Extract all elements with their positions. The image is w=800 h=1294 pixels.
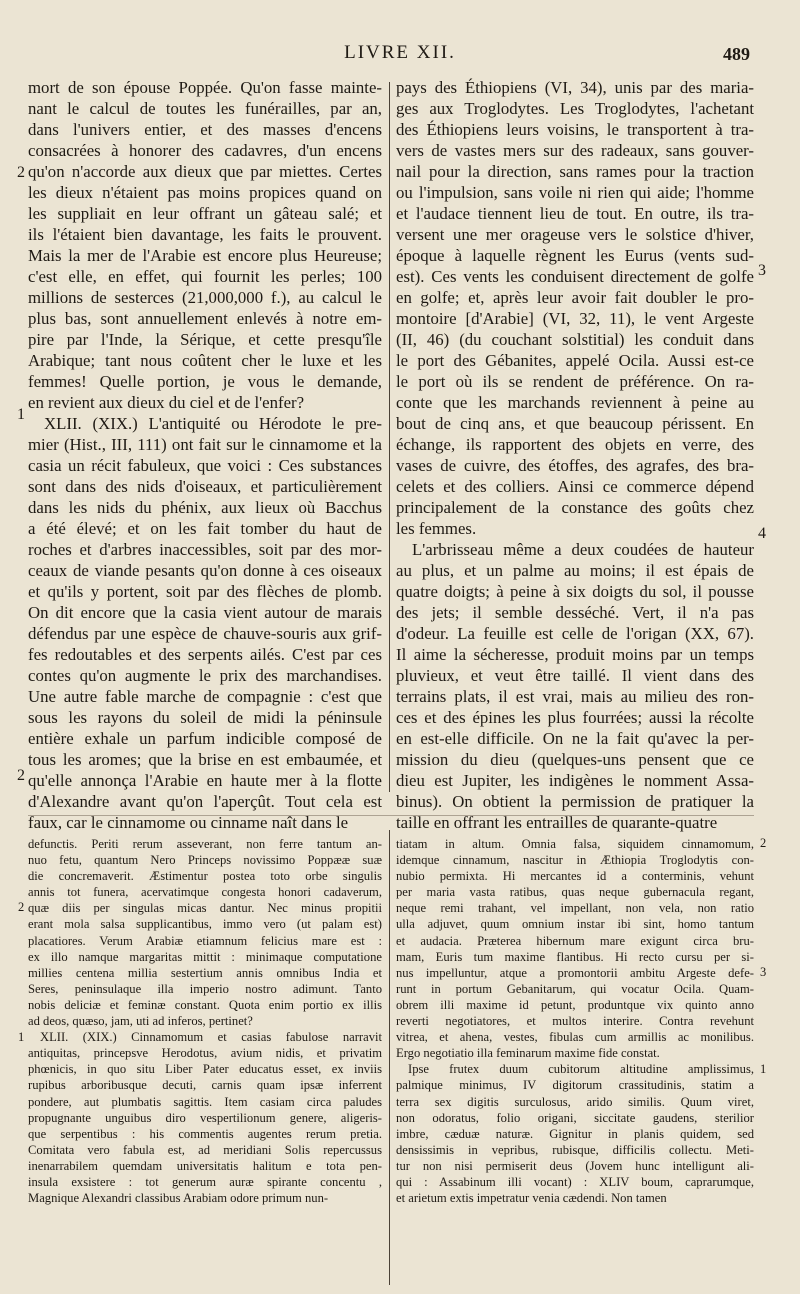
margin-section-number: 4 [758, 525, 766, 542]
margin-section-number: 2 [17, 164, 25, 181]
text-line: inenarrabilem quemdam universitatis halitum e tota pen- [28, 1158, 382, 1173]
text-line: vases de cuivre, des étoffes, des agrafes, des bra- [396, 456, 754, 475]
text-line: pondere, aut plumbatis sagittis. Item casiam circa paludes [28, 1094, 382, 1109]
text-line: (II, 46) (du couchant solstitial) les conduit dans [396, 330, 754, 349]
text-line: phœnicis, in quo situ Liber Pater educatus esset, ex inviis [28, 1062, 382, 1077]
text-line: On dit encore que la casia vient autour de marais [28, 603, 382, 622]
text-line: a été élevé; et on les fait tomber du haut de [28, 519, 382, 538]
text-line: faux, car le cinnamome ou cinname naît dans le [28, 813, 349, 832]
latin-text-left-column [28, 836, 382, 1206]
text-line: roches et d'arbres inaccessibles, soit par des mor- [28, 540, 382, 559]
text-line: propugnante unguibus diro vespertilionum genere, aligeris- [28, 1110, 382, 1125]
text-line: neque remi trahant, vel impellant, non vela, non ratio [396, 901, 754, 916]
text-line: millies centena millia sestertium annis omnibus India et [28, 965, 382, 980]
text-line: quatre doigts; à peine à six doigts du sol, il pousse [396, 582, 754, 601]
margin-section-number: 3 [760, 965, 767, 979]
text-line: en est-elle difficile. On ne la fait qu'avec la per- [396, 729, 754, 748]
margin-section-number: 1 [17, 406, 25, 423]
text-line: imbre, cæduæ naturæ. Gignitur in planis quidem, sed [396, 1126, 754, 1141]
margin-section-number: 2 [760, 836, 767, 850]
text-line: nail pour la direction, sans rames pour la traction [396, 162, 754, 181]
page-number: 489 [723, 44, 750, 64]
text-line: nobis deliciæ et feminæ constant. Quota enim portio ex illis [28, 997, 382, 1012]
text-line: des Éthiopiens leurs voisins, le transportent à tra- [396, 120, 754, 139]
text-line: palmique minimus, IV digitorum crassitudinis, statim a [396, 1078, 754, 1093]
text-line: Comitata vero fabula est, ad meridiani Solis repercussus [28, 1142, 382, 1157]
text-line: mission du dieu (quelques-uns pensent que ce [396, 750, 754, 769]
text-line: mort de son épouse Poppée. Qu'on fasse mainte- [28, 78, 382, 97]
text-line: terrains plats, il est vrai, mais au milieu des ron- [396, 687, 754, 706]
section-divider [28, 815, 754, 816]
text-line: nant le calcul de toutes les funérailles, par an, [28, 99, 382, 118]
text-line: bout de cinq ans, et que beaucoup périssent. En [396, 414, 754, 433]
french-text-right-column [396, 77, 754, 833]
text-line: terra sex digitis surculosus, arido similis. Quum viret, [396, 1094, 754, 1109]
text-line: ad deos, quæso, jam, uti ad inferos, pertinet? [28, 1014, 253, 1029]
french-text-left-column [28, 77, 382, 833]
text-line: le port des Gébanites, appelé Ocila. Aussi est-ce [396, 351, 754, 370]
text-line: erant mola salsa supplicantibus, immo vero (ut palam est) [28, 917, 382, 932]
text-line: obrem illi maxime id petunt, produntque vix quinto anno [396, 997, 754, 1012]
text-line: ces et des épines les plus fourrées; aussi la récolte [396, 708, 754, 727]
text-line: ou l'impulsion, sans voile ni rien qui aide; l'homme [396, 183, 754, 202]
text-line: entière exhale un parfum indicible composé de [28, 729, 382, 748]
text-line: le port où ils se rendent de préférence. On ra- [396, 372, 754, 391]
text-line: idemque cinnamum, nascitur in Æthiopia Troglodytis con- [396, 853, 754, 868]
text-line: celets et des colliers. Ainsi ce commerce dépend [396, 477, 754, 496]
text-line: defunctis. Periti rerum asseverant, non ferre tantum an- [28, 837, 382, 851]
text-line: per maria vasta ratibus, quas neque gubernacula regant, [396, 885, 754, 900]
margin-section-number: 3 [758, 262, 766, 279]
text-line: femmes! Quelle portion, je vous le demande, [28, 372, 382, 391]
text-line: ges aux Troglodytes. Les Troglodytes, l'achetant [396, 99, 754, 118]
text-line: pays des Éthiopiens (VI, 34), unis par des maria- [396, 78, 754, 97]
text-line: nuo fetu, quantum Nero Princeps novissimo Poppææ suæ [28, 853, 382, 868]
text-line: défendus par une espèce de chauve-souris aux grif- [28, 624, 382, 643]
column-divider [389, 82, 390, 792]
text-line: et l'audace tiennent lieu de tout. En outre, ils tra- [396, 204, 754, 223]
text-line: nubio permixta. Hi mercantes id a conterminis, vehunt [396, 869, 754, 884]
text-line: plus bas, sont annuellement enlevés à notre em- [28, 309, 382, 328]
text-line: époque à laquelle règnent les Eurus (vents sud- [396, 246, 754, 265]
text-line: qui : Assabinum illi vocant) : XLIV boum, caprarumque, [396, 1174, 754, 1189]
text-line: quæ diis per singulas micas dantur. Nec minus propitii [28, 901, 382, 916]
text-line: tous les aromes; que la brise en est embaumée, et [28, 750, 382, 769]
text-line: mier (Hist., III, 111) ont fait sur le cinnamome et la [28, 435, 382, 454]
text-line: échange, ils rapportent des objets en verre, des [396, 435, 754, 454]
text-line: runt in portum Gebanitarum, qui vocatur Ocila. Quam- [396, 981, 754, 996]
text-line: les suppliait en leur offrant un gâteau salé; et [28, 204, 382, 223]
text-line: au plus, et un palme au moins; il est épais de [396, 561, 754, 580]
text-line: nus impelluntur, atque a promontorii ambitu Argeste defe- [396, 965, 754, 980]
text-line: Une autre fable marche de compagnie : c'est que [28, 687, 382, 706]
text-line: montoire [d'Arabie] (VI, 32, 11), le vent Argeste [396, 309, 754, 328]
text-line: binus). On obtient la permission de pratiquer la [396, 792, 754, 811]
text-line: tiatam in altum. Omnia falsa, siquidem cinnamomum, [396, 837, 754, 851]
text-line: antiquitas, princepsve Herodotus, avium nidis, et privatim [28, 1046, 382, 1061]
running-head: LIVRE XII. [344, 42, 456, 63]
text-line: et arietum extis impetratur venia cædendi. Non tamen [396, 1191, 667, 1206]
text-line: pire par l'Inde, la Sérique, et cette presqu'île [28, 330, 382, 349]
margin-section-number: 1 [760, 1062, 767, 1076]
text-line: versent une mer orageuse vers le solstice d'hiver, [396, 225, 754, 244]
text-line: XLII. (XIX.) Cinnamomum et casias fabulose narravit [40, 1030, 382, 1045]
text-line: casia un récit fabuleux, que voici : Ces substances [28, 456, 382, 475]
text-line: dans l'univers entier, et des masses d'encens [28, 120, 382, 139]
text-line: contes qu'on augmente le prix des marchandises. [28, 666, 382, 685]
text-line: ex illo namque margaritas mittit : minimaque computatione [28, 949, 382, 964]
margin-section-number: 2 [17, 767, 25, 784]
text-line: Ipse frutex duum cubitorum altitudine amplissimus, [408, 1062, 754, 1077]
text-line: qu'elle annonça l'Arabie en haute mer à la flotte [28, 771, 382, 790]
text-line: ceaux de viande pesants qu'on donne à ces oiseaux [28, 561, 382, 580]
margin-section-number: 2 [18, 900, 25, 914]
text-line: taille en offrant les entrailles de quarante-quatre [396, 813, 718, 832]
text-line: reverti negotiatores, et multos interire. Contra revehunt [396, 1014, 754, 1029]
text-line: en revient aux dieux du ciel et de l'enfer? [28, 393, 305, 412]
text-line: mam, Euris tum maxime flantibus. Hi recto cursu per si- [396, 949, 754, 964]
text-line: Il aime la sécheresse, produit moins par un temps [396, 645, 754, 664]
text-line: des jets; il semble desséché. Vert, il n'a pas [396, 603, 754, 622]
text-line: XLII. (XIX.) L'antiquité ou Hérodote le pre- [44, 414, 382, 433]
text-line: placatiores. Verum Arabiæ etiamnum felicius mare est : [28, 933, 382, 948]
text-line: et qu'ils y portent, soit par des flèches de plomb. [28, 582, 382, 601]
text-line: les femmes. [396, 519, 477, 538]
text-line: millions de sesterces (21,000,000 f.), au calcul le [28, 288, 382, 307]
text-line: d'odeur. La feuille est celle de l'origan (XX, 67). [396, 624, 754, 643]
text-line: insula exsistere : tot generum auræ spirante concentu , [28, 1174, 382, 1189]
text-line: L'arbrisseau même a deux coudées de hauteur [412, 540, 754, 559]
text-line: Mais la mer de l'Arabie est encore plus Heureuse; [28, 246, 382, 265]
text-line: tur non nisi permiserit deus (Jovem hunc intelligunt ali- [396, 1158, 754, 1173]
text-line: sont dans des nids d'oiseaux, et particulièrement [28, 477, 382, 496]
text-line: vitrea, et ahena, vestes, fibulas cum armillis ac monilibus. [396, 1030, 754, 1045]
margin-section-number: 1 [18, 1030, 25, 1044]
text-line: c'est elle, en effet, qui fournit les perles; 100 [28, 267, 382, 286]
text-line: que serpentibus : his commentis augentes rerum pretia. [28, 1126, 382, 1141]
text-line: sous les rayons du soleil de midi la péninsule [28, 708, 382, 727]
text-line: densissimis in vepribus, rubisque, difficilis collectu. Meti- [396, 1142, 754, 1157]
text-line: les dieux n'étaient pas moins propices quand on [28, 183, 382, 202]
text-line: die concremaverit. Æstimentur postea toto orbe singulis [28, 869, 382, 884]
text-line: vers de vastes mers sur des radeaux, sans gouver- [396, 141, 754, 160]
text-line: fes redoutables et des serpents ailés. C'est par ces [28, 645, 382, 664]
text-line: dans les nids du phénix, aux lieux où Bacchus [28, 498, 382, 517]
text-line: non odoratus, folio origani, siccitate gaudens, sterilior [396, 1110, 754, 1125]
text-line: pluvieux, et veut être taillé. Il vient dans des [396, 666, 754, 685]
text-line: qu'on n'accorde aux dieux que par miettes. Certes [28, 162, 382, 181]
text-line: en golfe; et, après leur avoir fait doubler le pro- [396, 288, 754, 307]
text-line: d'Alexandre avant qu'on l'aperçût. Tout cela est [28, 792, 382, 811]
text-line: Ergo negotiatio illa feminarum maxime fide constat. [396, 1046, 660, 1061]
text-line: ils l'étaient bien davantage, les faits le prouvent. [28, 225, 382, 244]
text-line: dieu est Jupiter, les indigènes le nomment Assa- [396, 771, 754, 790]
text-line: rupibus arboribusque decuti, carnis quam ipsæ inferrent [28, 1078, 382, 1093]
text-line: est). Ces vents les conduisent directement de golfe [396, 267, 754, 286]
text-line: et audacia. Præterea hibernum mare exigunt circa bru- [396, 933, 754, 948]
text-line: conte que les marchands reviennent à peine au [396, 393, 754, 412]
text-line: Arabique; tant nous coûtent cher le luxe et les [28, 351, 382, 370]
text-line: Magnique Alexandri classibus Arabiam odore primum nun- [28, 1191, 329, 1206]
text-line: consacrées à honorer des cadavres, d'un encens [28, 141, 382, 160]
text-line: principalement de la constance des goûts chez [396, 498, 754, 517]
text-line: ulla adjuvet, quum omnium instar ibi sint, homo tantum [396, 917, 754, 932]
column-divider [389, 830, 390, 1285]
text-line: Seres, peninsulaque illa imperio nostro adimunt. Tanto [28, 981, 382, 996]
text-line: annis tot funera, acervatimque congesta honori cadaverum, [28, 885, 382, 900]
latin-text-right-column [396, 836, 754, 1206]
